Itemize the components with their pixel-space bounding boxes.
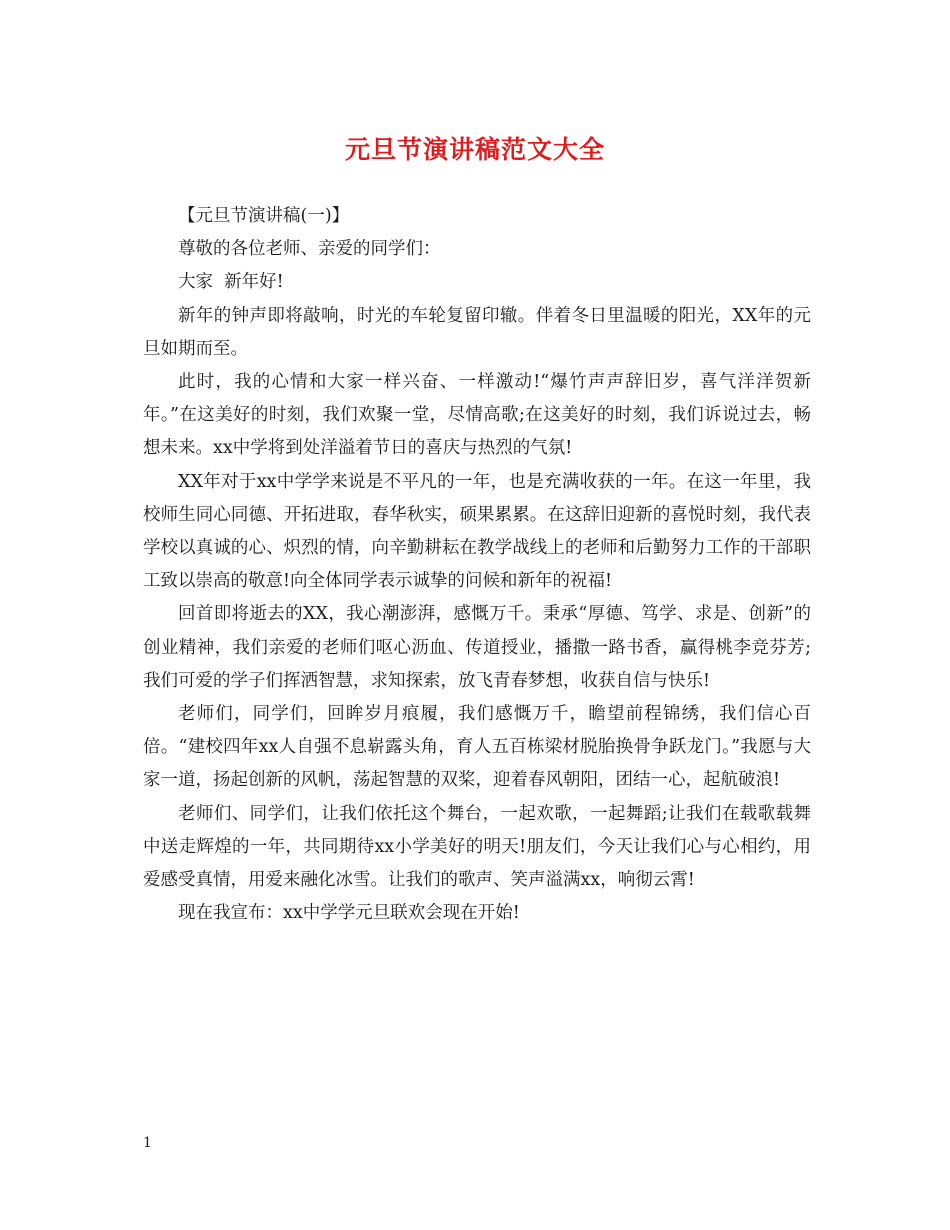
paragraph: 大家 新年好!: [178, 272, 284, 293]
document-body: [143, 200, 811, 930]
paragraph: 老师们，同学们，回眸岁月痕履，我们感慨万千，瞻望前程锦绣，我们信心百倍。“建校四年xx人自强不息崭露头角，育人五百栋梁材脱胎换骨争跃龙门。”我愿与大家一道，扬起创新的风帆，荡起智慧的双桨，迎着春风朝阳，团结一心，起航破浪!: [143, 704, 811, 791]
paragraph: 尊敬的各位老师、亲爱的同学们：: [178, 239, 441, 260]
paragraph: 新年的钟声即将敲响，时光的车轮复留印辙。伴着冬日里温暖的阳光，XX年的元旦如期而至。: [143, 305, 811, 359]
paragraph: 此时，我的心情和大家一样兴奋、一样激动!“爆竹声声辞旧岁，喜气洋洋贺新年。”在这美好的时刻，我们欢聚一堂，尽情高歌;在这美好的时刻，我们诉说过去，畅想未来。xx中学将到处洋溢着节日的喜庆与热烈的气氛!: [143, 372, 811, 459]
paragraph: 现在我宣布：xx中学学元旦联欢会现在开始!: [178, 903, 520, 924]
paragraph: XX年对于xx中学学来说是不平凡的一年，也是充满收获的一年。在这一年里，我校师生同心同德、开拓进取，春华秋实，硕果累累。在这辞旧迎新的喜悦时刻，我代表学校以真诚的心、炽烈的情，向辛勤耕耘在教学战线上的老师和后勤努力工作的干部职工致以崇高的敬意!向全体同学表示诚挚的问候和新年的祝福!: [143, 471, 811, 592]
paragraph: 【元旦节演讲稿(一)】: [178, 206, 350, 226]
paragraph: 老师们、同学们，让我们依托这个舞台，一起欢歌，一起舞蹈;让我们在载歌载舞中送走辉煌的一年，共同期待xx小学美好的明天!朋友们，今天让我们心与心相约，用爱感受真情，用爱来融化冰雪。让我们的歌声、笑声溢满xx，响彻云霄!: [143, 803, 811, 891]
page-number: 1: [143, 1135, 152, 1151]
paragraph: 回首即将逝去的XX，我心潮澎湃，感慨万千。秉承“厚德、笃学、求是、创新”的创业精神，我们亲爱的老师们呕心沥血、传道授业，播撒一路书香，赢得桃李竞芬芳;我们可爱的学子们挥洒智慧，求知探索，放飞青春梦想，收获自信与快乐!: [143, 604, 811, 691]
document-title: 元旦节演讲稿范文大全: [344, 135, 605, 164]
